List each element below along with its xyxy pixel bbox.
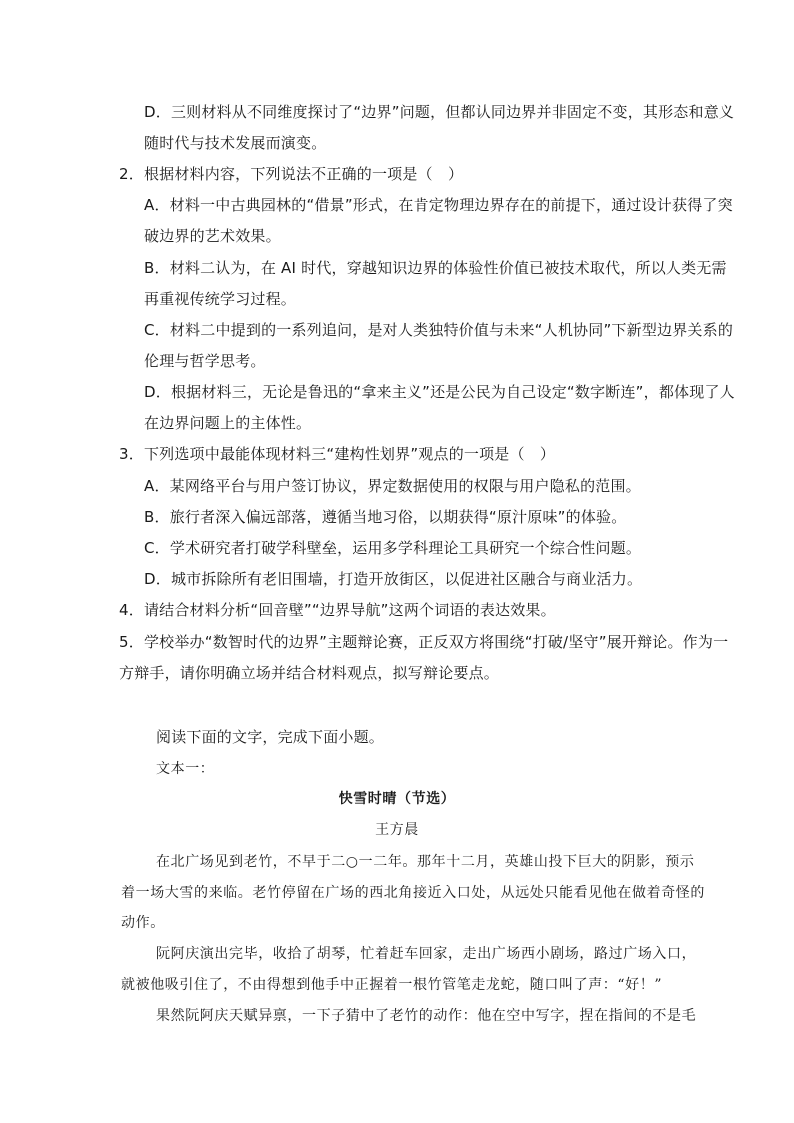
q3-stem: 3．下列选项中最能体现材料三“建构性划界”观点的一项是（ ） — [119, 445, 556, 463]
q3-option-c: C．学术研究者打破学科壁垒，运用多学科理论工具研究一个综合性问题。 — [144, 539, 642, 557]
q5-stem-line1: 5．学校举办“数智时代的边界”主题辩论赛，正反双方将围绕“打破/坚守”展开辩论。作为一 — [119, 633, 729, 651]
text-label: 文本一： — [156, 761, 215, 777]
paragraph-1-line3: 动作。 — [121, 915, 165, 931]
passage-author: 王方晨 — [375, 822, 419, 838]
q2-option-b-line1: B．材料二认为，在 AI 时代，穿越知识边界的体验性价值已被技术取代，所以人类无需 — [144, 259, 727, 277]
passage-title: 快雪时晴（节选） — [338, 791, 456, 807]
q3-option-b: B．旅行者深入偏远部落，遵循当地习俗，以期获得“原汁原味”的体验。 — [144, 508, 627, 526]
paragraph-3-line1: 果然阮阿庆天赋异禀，一下子猜中了老竹的动作：他在空中写字，捏在指间的不是毛 — [156, 1008, 697, 1024]
q2-option-a-line1: A．材料一中古典园林的“借景”形式，在肯定物理边界存在的前提下，通过设计获得了突 — [144, 196, 733, 214]
paragraph-2-line2: 就被他吸引住了，不由得想到他手中正握着一根竹管笔走龙蛇，随口叫了声：“好！” — [121, 977, 663, 993]
reading-instruction: 阅读下面的文字，完成下面小题。 — [156, 728, 385, 746]
paragraph-1-line2: 着一场大雪的来临。老竹停留在广场的西北角接近入口处，从远处只能看见他在做着奇怪的 — [121, 885, 705, 901]
paragraph-2-line1: 阮阿庆演出完毕，收拾了胡琴，忙着赶车回家，走出广场西小剧场，路过广场入口， — [156, 946, 697, 962]
q5-stem-line2: 方辩手，请你明确立场并结合材料观点，拟写辩论要点。 — [119, 664, 500, 682]
q2-option-a-line2: 破边界的艺术效果。 — [144, 227, 281, 245]
q2-stem: 2．根据材料内容，下列说法不正确的一项是（ ） — [119, 165, 464, 183]
paragraph-1-line1: 在北广场见到老竹，不早于二○一二年。那年十二月，英雄山投下巨大的阴影，预示 — [156, 854, 695, 870]
q2-option-b-line2: 再重视传统学习过程。 — [144, 290, 297, 308]
q2-option-c-line1: C．材料二中提到的一系列追问，是对人类独特价值与未来“人机协同”下新型边界关系的 — [144, 321, 734, 339]
q3-option-d: D．城市拆除所有老旧围墙，打造开放街区，以促进社区融合与商业活力。 — [144, 570, 643, 588]
q2-option-d-line1: D．根据材料三，无论是鲁迅的“拿来主义”还是公民为自己设定“数字断连”，都体现了人 — [144, 383, 735, 401]
q4-stem: 4．请结合材料分析“回音壁”“边界导航”这两个词语的表达效果。 — [119, 601, 556, 619]
q1-option-d-line1: D．三则材料从不同维度探讨了“边界”问题，但都认同边界并非固定不变，其形态和意义 — [144, 103, 735, 121]
q1-option-d-line2: 随时代与技术发展而演变。 — [144, 134, 327, 152]
q2-option-d-line2: 在边界问题上的主体性。 — [144, 414, 312, 432]
q2-option-c-line2: 伦理与哲学思考。 — [144, 352, 266, 370]
q3-option-a: A．某网络平台与用户签订协议，界定数据使用的权限与用户隐私的范围。 — [144, 477, 641, 495]
